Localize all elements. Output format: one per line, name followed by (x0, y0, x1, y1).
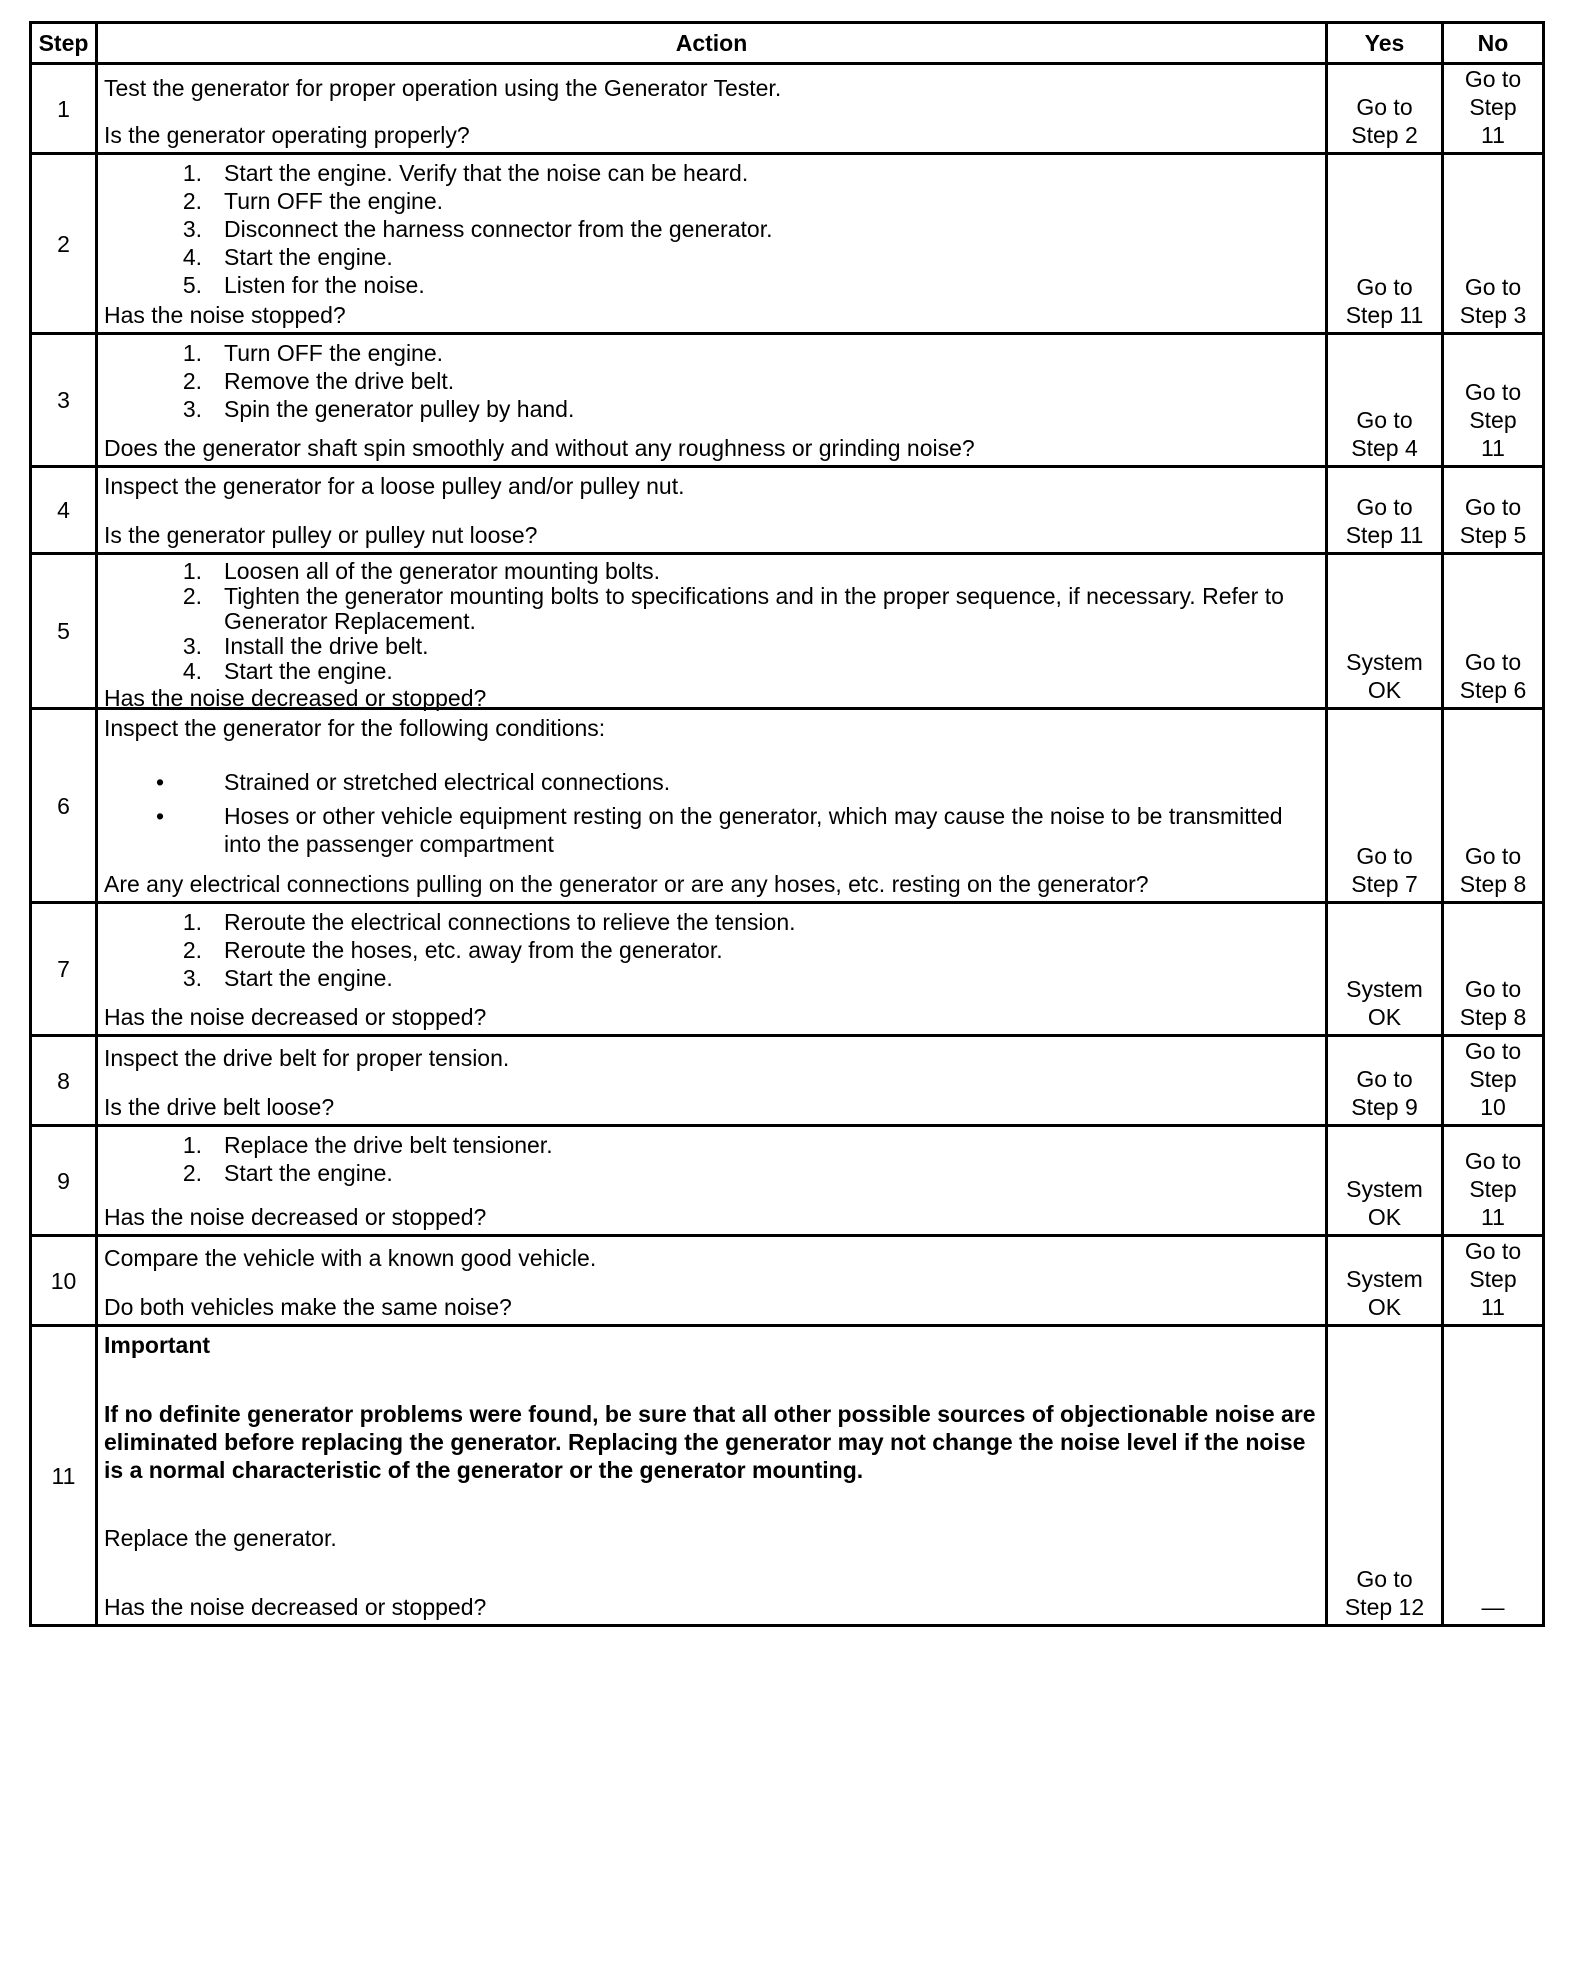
no-cell: Go to Step 8 (1443, 903, 1544, 1036)
yes-cell: System OK (1327, 903, 1443, 1036)
table-row (31, 334, 1544, 467)
action-cell (97, 64, 1327, 154)
step-number: 7 (31, 903, 97, 1036)
question-text: Is the generator pulley or pulley nut loose? (104, 522, 538, 548)
table-row (31, 1036, 1544, 1126)
table-row (31, 154, 1544, 334)
question-text: Has the noise decreased or stopped? (104, 685, 487, 711)
list-item: 1 . Loosen all of the generator mounting bolts. (104, 559, 1319, 584)
action-cell (97, 154, 1327, 334)
no-cell: — (1443, 1326, 1544, 1626)
important-text: If no definite generator problems were found, be sure that all other possible sources of objectionable noise are eliminated before replacing the generator. Replacing the generator may not change the noise level if the noise is a normal characteristic of the generator or the generator mounting. (104, 1400, 1316, 1483)
no-cell: Go to Step 11 (1443, 1126, 1544, 1236)
list-item: 1 . Reroute the electrical connections to relieve the tension. (104, 908, 1319, 936)
header-yes: Yes (1327, 23, 1443, 64)
table-row (31, 554, 1544, 709)
yes-cell: System OK (1327, 1126, 1443, 1236)
action-text: Test the generator for proper operation using the Generator Tester. (104, 75, 782, 101)
numbered-list (104, 559, 1319, 684)
list-item: 4 . Start the engine. (104, 659, 1319, 684)
table-row (31, 1126, 1544, 1236)
list-item: 3 . Disconnect the harness connector from the generator. (104, 215, 1319, 243)
yes-cell: Go to Step 2 (1327, 64, 1443, 154)
table-row (31, 64, 1544, 154)
list-item: 2 . Reroute the hoses, etc. away from the generator. (104, 936, 1319, 964)
no-cell: Go to Step 10 (1443, 1036, 1544, 1126)
diagnostic-table (29, 21, 1545, 1627)
step-number: 1 (31, 64, 97, 154)
list-item: 1 . Start the engine. Verify that the noise can be heard. (104, 159, 1319, 187)
list-item: 3 . Start the engine. (104, 964, 1319, 992)
no-cell: Go to Step 3 (1443, 154, 1544, 334)
question-text: Does the generator shaft spin smoothly and without any roughness or grinding noise? (104, 435, 975, 461)
action-text: Inspect the generator for a loose pulley and/or pulley nut. (104, 473, 685, 499)
table-row (31, 903, 1544, 1036)
list-item: 2 . Tighten the generator mounting bolts to specifications and in the proper sequence, if necessary. Refer to Generator Replacement. (104, 584, 1319, 634)
list-item: 5 . Listen for the noise. (104, 271, 1319, 299)
list-item: 3 . Install the drive belt. (104, 634, 1319, 659)
numbered-list (104, 159, 1319, 299)
step-number: 6 (31, 709, 97, 903)
yes-cell: Go to Step 12 (1327, 1326, 1443, 1626)
step-number: 2 (31, 154, 97, 334)
action-cell (97, 1236, 1327, 1326)
action-cell (97, 1326, 1327, 1626)
question-text: Has the noise decreased or stopped? (104, 1593, 487, 1620)
question-text: Is the generator operating properly? (104, 122, 470, 148)
step-number: 11 (31, 1326, 97, 1626)
header-row (31, 23, 1544, 64)
action-text: Replace the generator. (104, 1525, 337, 1552)
header-action: Action (97, 23, 1327, 64)
action-cell (97, 709, 1327, 903)
list-item: 2 . Turn OFF the engine. (104, 187, 1319, 215)
table-row (31, 709, 1544, 903)
question-text: Is the drive belt loose? (104, 1094, 335, 1120)
no-cell: Go to Step 11 (1443, 64, 1544, 154)
action-cell (97, 467, 1327, 554)
list-item: 1 . Replace the drive belt tensioner. (104, 1131, 1319, 1159)
step-number: 9 (31, 1126, 97, 1236)
list-item: 4 . Start the engine. (104, 243, 1319, 271)
yes-cell: System OK (1327, 554, 1443, 709)
no-cell: Go to Step 6 (1443, 554, 1544, 709)
action-text: Inspect the generator for the following conditions: (104, 715, 606, 741)
list-item: 2 . Remove the drive belt. (104, 367, 1319, 395)
no-cell: Go to Step 8 (1443, 709, 1544, 903)
yes-cell: Go to Step 11 (1327, 467, 1443, 554)
step-number: 4 (31, 467, 97, 554)
no-cell: Go to Step 11 (1443, 334, 1544, 467)
bullet-icon: • (155, 803, 165, 829)
bullet-list (104, 768, 1319, 864)
action-cell (97, 334, 1327, 467)
numbered-list (104, 1131, 1319, 1187)
step-number: 3 (31, 334, 97, 467)
yes-cell: Go to Step 9 (1327, 1036, 1443, 1126)
step-number: 8 (31, 1036, 97, 1126)
list-item: • Strained or stretched electrical connections. (104, 768, 1319, 796)
question-text: Has the noise decreased or stopped? (104, 1004, 487, 1030)
yes-cell: System OK (1327, 1236, 1443, 1326)
list-item: 1 . Turn OFF the engine. (104, 339, 1319, 367)
step-number: 10 (31, 1236, 97, 1326)
question-text: Has the noise stopped? (104, 302, 346, 328)
yes-cell: Go to Step 4 (1327, 334, 1443, 467)
yes-cell: Go to Step 11 (1327, 154, 1443, 334)
list-item: • Hoses or other vehicle equipment resting on the generator, which may cause the noise to be transmitted into the passenger compartment (104, 802, 1319, 858)
list-item: 3 . Spin the generator pulley by hand. (104, 395, 1319, 423)
no-cell: Go to Step 11 (1443, 1236, 1544, 1326)
table-row (31, 467, 1544, 554)
important-title: Important (104, 1332, 211, 1358)
numbered-list (104, 339, 1319, 423)
step-number: 5 (31, 554, 97, 709)
table-row (31, 1236, 1544, 1326)
action-cell (97, 1126, 1327, 1236)
action-cell (97, 554, 1327, 709)
list-item: 2 . Start the engine. (104, 1159, 1319, 1187)
action-cell (97, 903, 1327, 1036)
bullet-icon: • (155, 769, 165, 795)
header-no: No (1443, 23, 1544, 64)
table-row (31, 1326, 1544, 1626)
question-text: Do both vehicles make the same noise? (104, 1294, 512, 1320)
yes-cell: Go to Step 7 (1327, 709, 1443, 903)
action-text: Compare the vehicle with a known good vehicle. (104, 1245, 597, 1271)
action-text: Inspect the drive belt for proper tension. (104, 1045, 510, 1071)
numbered-list (104, 908, 1319, 992)
header-step: Step (31, 23, 97, 64)
question-text: Has the noise decreased or stopped? (104, 1204, 487, 1230)
no-cell: Go to Step 5 (1443, 467, 1544, 554)
action-cell (97, 1036, 1327, 1126)
question-text: Are any electrical connections pulling on the generator or are any hoses, etc. resting on the generator? (104, 871, 1149, 897)
